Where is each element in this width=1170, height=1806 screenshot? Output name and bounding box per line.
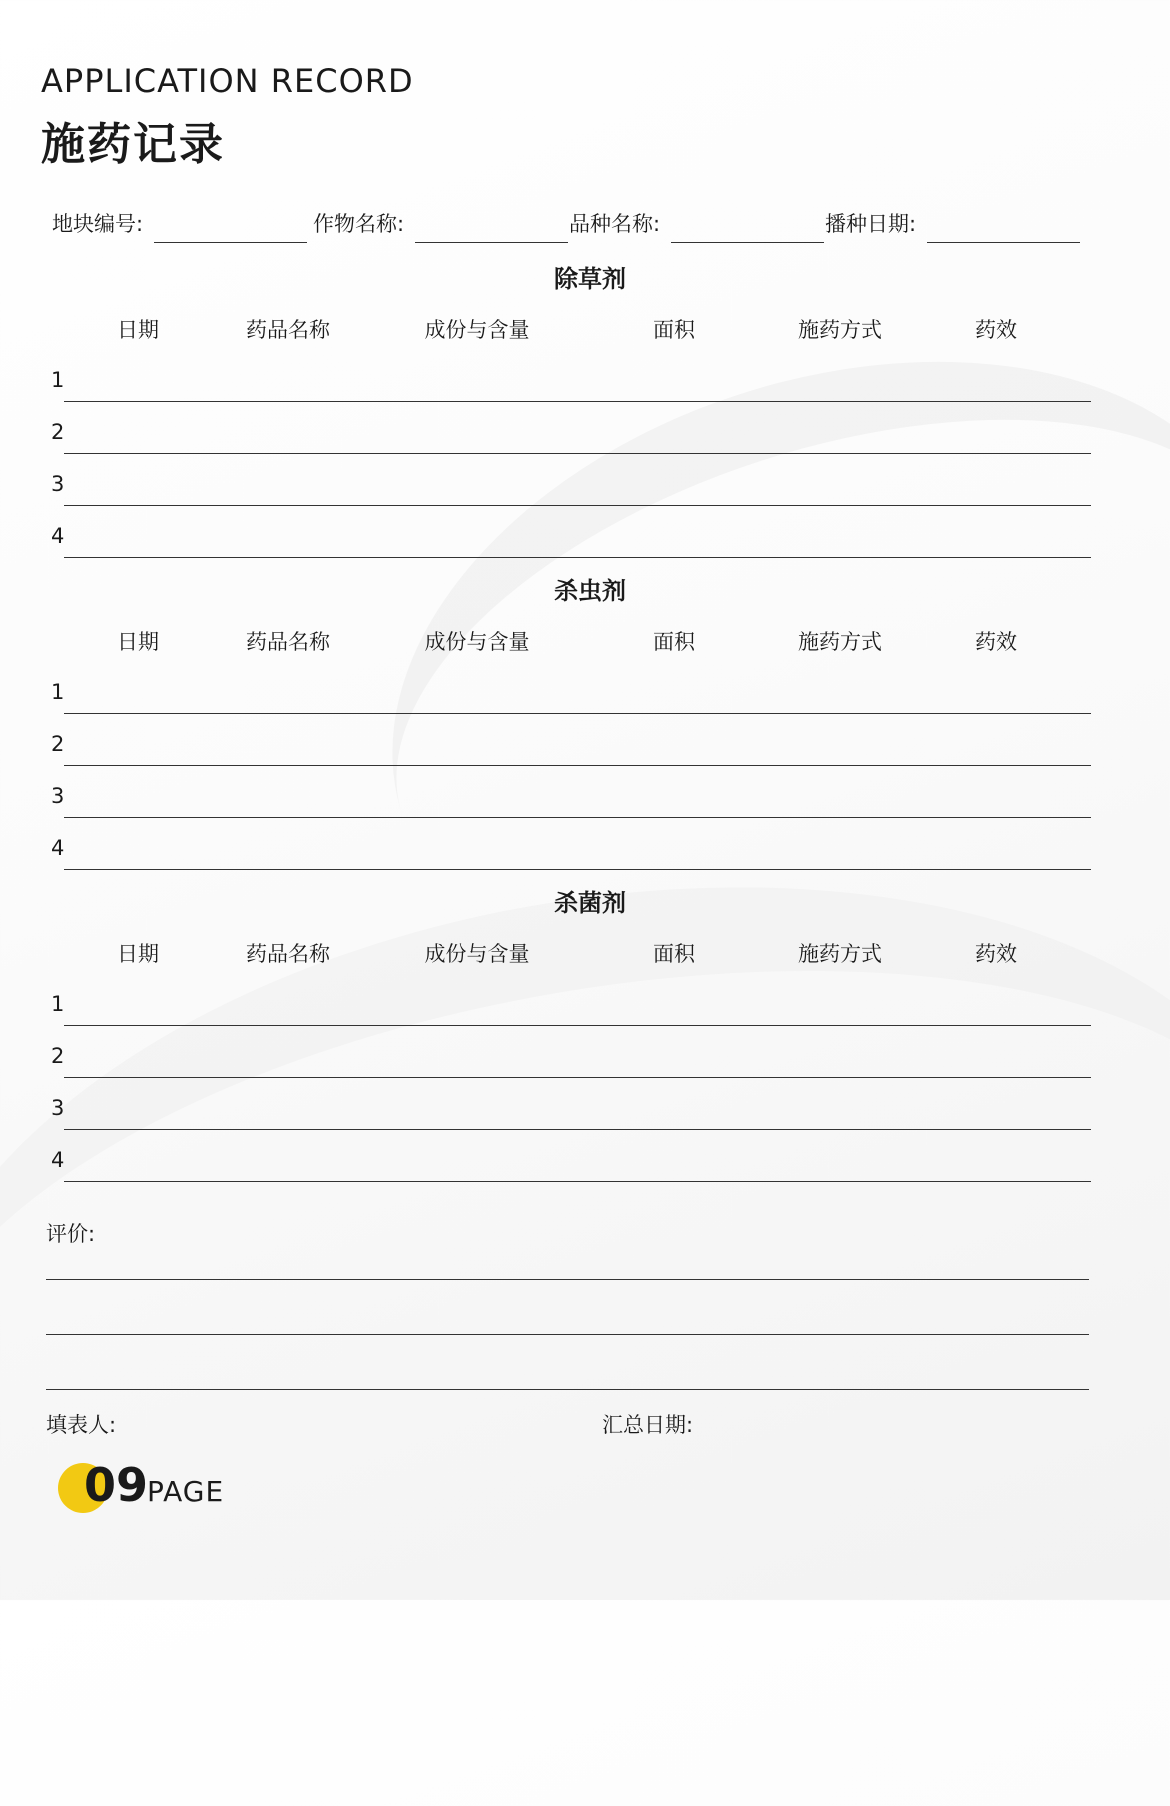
title-english: APPLICATION RECORD — [41, 62, 414, 100]
column-header-efficacy: 药效 — [975, 630, 1017, 654]
table-row-line[interactable] — [64, 1129, 1091, 1130]
column-header-method: 施药方式 — [798, 630, 882, 654]
table-row-line[interactable] — [64, 557, 1091, 558]
summary-date-label: 汇总日期: — [602, 1413, 694, 1437]
column-header-date: 日期 — [117, 942, 159, 966]
variety-name-field[interactable] — [671, 242, 824, 243]
row-number: 1 — [51, 992, 65, 1016]
filled-by-label: 填表人: — [46, 1413, 117, 1437]
row-number: 3 — [51, 784, 65, 808]
table-row-line[interactable] — [64, 505, 1091, 506]
column-header-method: 施药方式 — [798, 318, 882, 342]
section-title-insecticide: 杀虫剂 — [554, 577, 626, 605]
table-row-line[interactable] — [64, 869, 1091, 870]
row-number: 2 — [51, 732, 65, 756]
column-header-ingredients: 成份与含量 — [424, 630, 530, 654]
table-row-line[interactable] — [64, 765, 1091, 766]
table-row-line[interactable] — [64, 1077, 1091, 1078]
row-number: 3 — [51, 1096, 65, 1120]
row-number: 4 — [51, 524, 65, 548]
crop-name-field[interactable] — [415, 242, 568, 243]
section-title-herbicide: 除草剂 — [554, 265, 626, 293]
column-header-efficacy: 药效 — [975, 942, 1017, 966]
column-header-product-name: 药品名称 — [246, 942, 330, 966]
sowing-date-field[interactable] — [927, 242, 1080, 243]
column-header-date: 日期 — [117, 318, 159, 342]
evaluation-line[interactable] — [46, 1334, 1089, 1335]
row-number: 2 — [51, 420, 65, 444]
column-header-product-name: 药品名称 — [246, 318, 330, 342]
column-header-efficacy: 药效 — [975, 318, 1017, 342]
column-header-date: 日期 — [117, 630, 159, 654]
row-number: 2 — [51, 1044, 65, 1068]
row-number: 1 — [51, 680, 65, 704]
row-number: 4 — [51, 1148, 65, 1172]
section-title-fungicide: 杀菌剂 — [554, 889, 626, 917]
evaluation-line[interactable] — [46, 1279, 1089, 1280]
column-header-area: 面积 — [653, 630, 695, 654]
evaluation-label: 评价: — [46, 1222, 96, 1246]
variety-name-label: 品种名称: — [569, 212, 661, 236]
evaluation-line[interactable] — [46, 1389, 1089, 1390]
column-header-ingredients: 成份与含量 — [424, 942, 530, 966]
crop-name-label: 作物名称: — [313, 212, 405, 236]
plot-number-field[interactable] — [154, 242, 307, 243]
table-row-line[interactable] — [64, 1181, 1091, 1182]
plot-number-label: 地块编号: — [52, 212, 144, 236]
table-row-line[interactable] — [64, 401, 1091, 402]
column-header-area: 面积 — [653, 318, 695, 342]
row-number: 1 — [51, 368, 65, 392]
page-number: 09 — [84, 1458, 149, 1512]
column-header-method: 施药方式 — [798, 942, 882, 966]
column-header-area: 面积 — [653, 942, 695, 966]
table-row-line[interactable] — [64, 817, 1091, 818]
row-number: 3 — [51, 472, 65, 496]
table-row-line[interactable] — [64, 1025, 1091, 1026]
page-label: PAGE — [147, 1475, 225, 1508]
column-header-ingredients: 成份与含量 — [424, 318, 530, 342]
column-header-product-name: 药品名称 — [246, 630, 330, 654]
row-number: 4 — [51, 836, 65, 860]
sowing-date-label: 播种日期: — [825, 212, 917, 236]
table-row-line[interactable] — [64, 453, 1091, 454]
table-row-line[interactable] — [64, 713, 1091, 714]
page-title: 施药记录 — [41, 119, 225, 170]
